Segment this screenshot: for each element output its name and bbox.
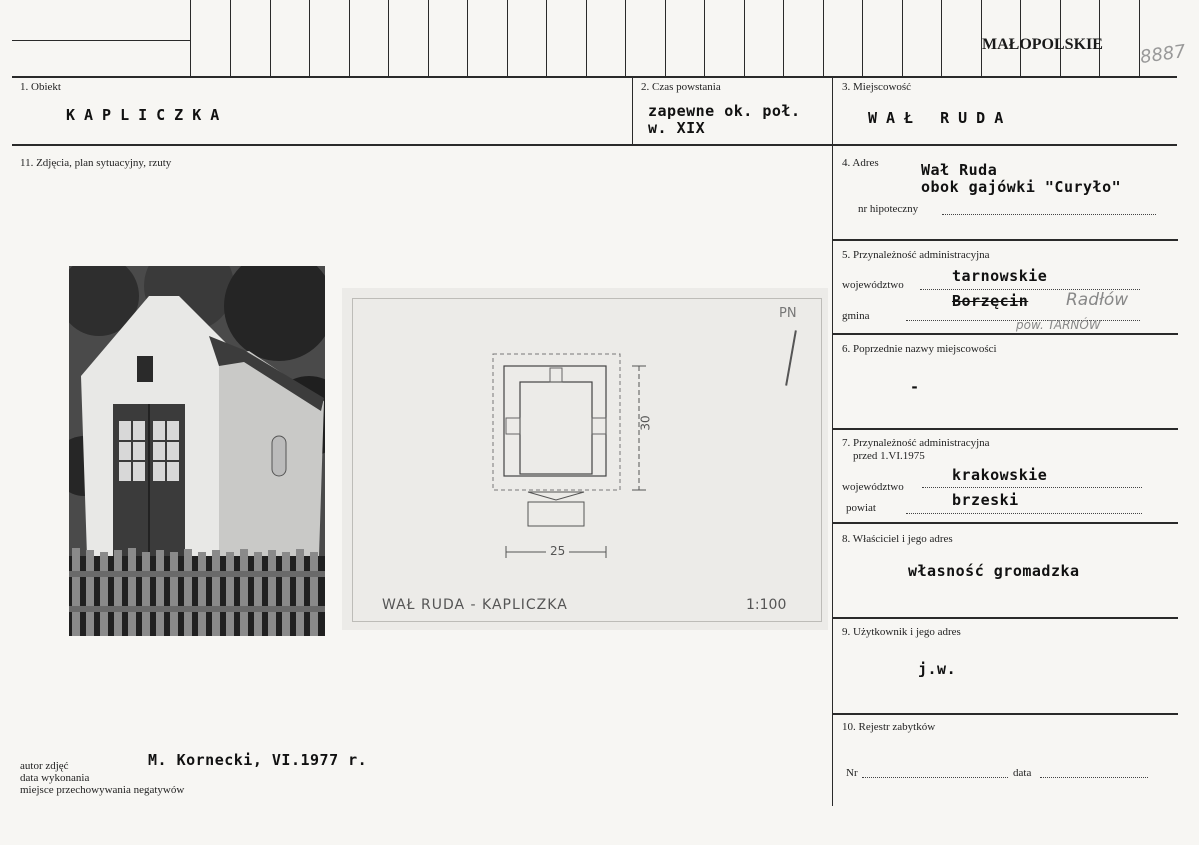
gmina-value: Borzęcin [952, 292, 1029, 310]
miejscowosc-value: WAŁ RUDA [868, 109, 1013, 127]
zdjecia-label: 11. Zdjęcia, plan sytuacyjny, rzuty [20, 157, 172, 169]
nr-label: Nr [846, 767, 858, 779]
miejscowosc-label: 3. Miejscowość [842, 81, 912, 93]
adres-line1: Wał Ruda [921, 161, 998, 179]
gmina-label: gmina [842, 310, 870, 322]
gmina-handwritten: Radłów [1066, 290, 1129, 310]
wojewodztwo-przed-value: krakowskie [952, 466, 1048, 484]
hipoteczny-label: nr hipoteczny [858, 203, 919, 215]
uzytkownik-value: j.w. [918, 660, 957, 678]
adres-line2: obok gajówki "Curyło" [921, 178, 1122, 196]
czas-label: 2. Czas powstania [641, 81, 721, 93]
obiekt-label: 1. Obiekt [20, 81, 61, 93]
poprzednie-nazwy-value: - [910, 378, 920, 396]
wojewodztwo-przed-label: województwo [842, 481, 904, 493]
rejestr-label: 10. Rejestr zabytków [842, 721, 936, 733]
powiat-label: powiat [846, 502, 876, 514]
powiat-handwritten: pow. TARNÓW [1016, 318, 1101, 332]
powiat-value: brzeski [952, 491, 1019, 509]
czas-value-1: zapewne ok. poł. [648, 102, 801, 120]
wojewodztwo-label: województwo [842, 279, 904, 291]
uzytkownik-label: 9. Użytkownik i jego adres [842, 626, 961, 638]
dimension-horizontal: 25 [546, 544, 569, 558]
przynaleznosc-label: 5. Przynależność administracyjna [842, 249, 990, 261]
wlasciciel-label: 8. Właściciel i jego adres [842, 533, 953, 545]
wlasciciel-value: własność gromadzka [908, 562, 1080, 580]
miejsce-label: miejsce przechowywania negatywów [20, 784, 185, 796]
plan-scale: 1:100 [746, 597, 787, 613]
obiekt-value: KAPLICZKA [66, 106, 229, 124]
floor-plan [342, 288, 828, 630]
data-label: data [1013, 767, 1032, 779]
region-title: MAŁOPOLSKIE [982, 36, 1103, 53]
przynaleznosc-przed-label-1: 7. Przynależność administracyjna [842, 437, 990, 449]
chapel-photo [69, 266, 325, 636]
czas-value-2: w. XIX [648, 119, 706, 137]
autor-value: M. Kornecki, VI.1977 r. [148, 751, 368, 769]
adres-label: 4. Adres [842, 157, 879, 169]
wojewodztwo-value: tarnowskie [952, 267, 1048, 285]
card-number: 8887 [1138, 40, 1188, 69]
dimension-vertical: 30 [638, 415, 653, 431]
plan-caption: WAŁ RUDA - KAPLICZKA [382, 597, 568, 613]
przynaleznosc-przed-label-2: przed 1.VI.1975 [853, 450, 925, 462]
plan-drawing [342, 288, 828, 630]
autor-label: autor zdjęć [20, 760, 69, 772]
data-wykonania-label: data wykonania [20, 772, 90, 784]
poprzednie-nazwy-label: 6. Poprzednie nazwy miejscowości [842, 343, 997, 355]
compass-label: PN [779, 306, 797, 321]
